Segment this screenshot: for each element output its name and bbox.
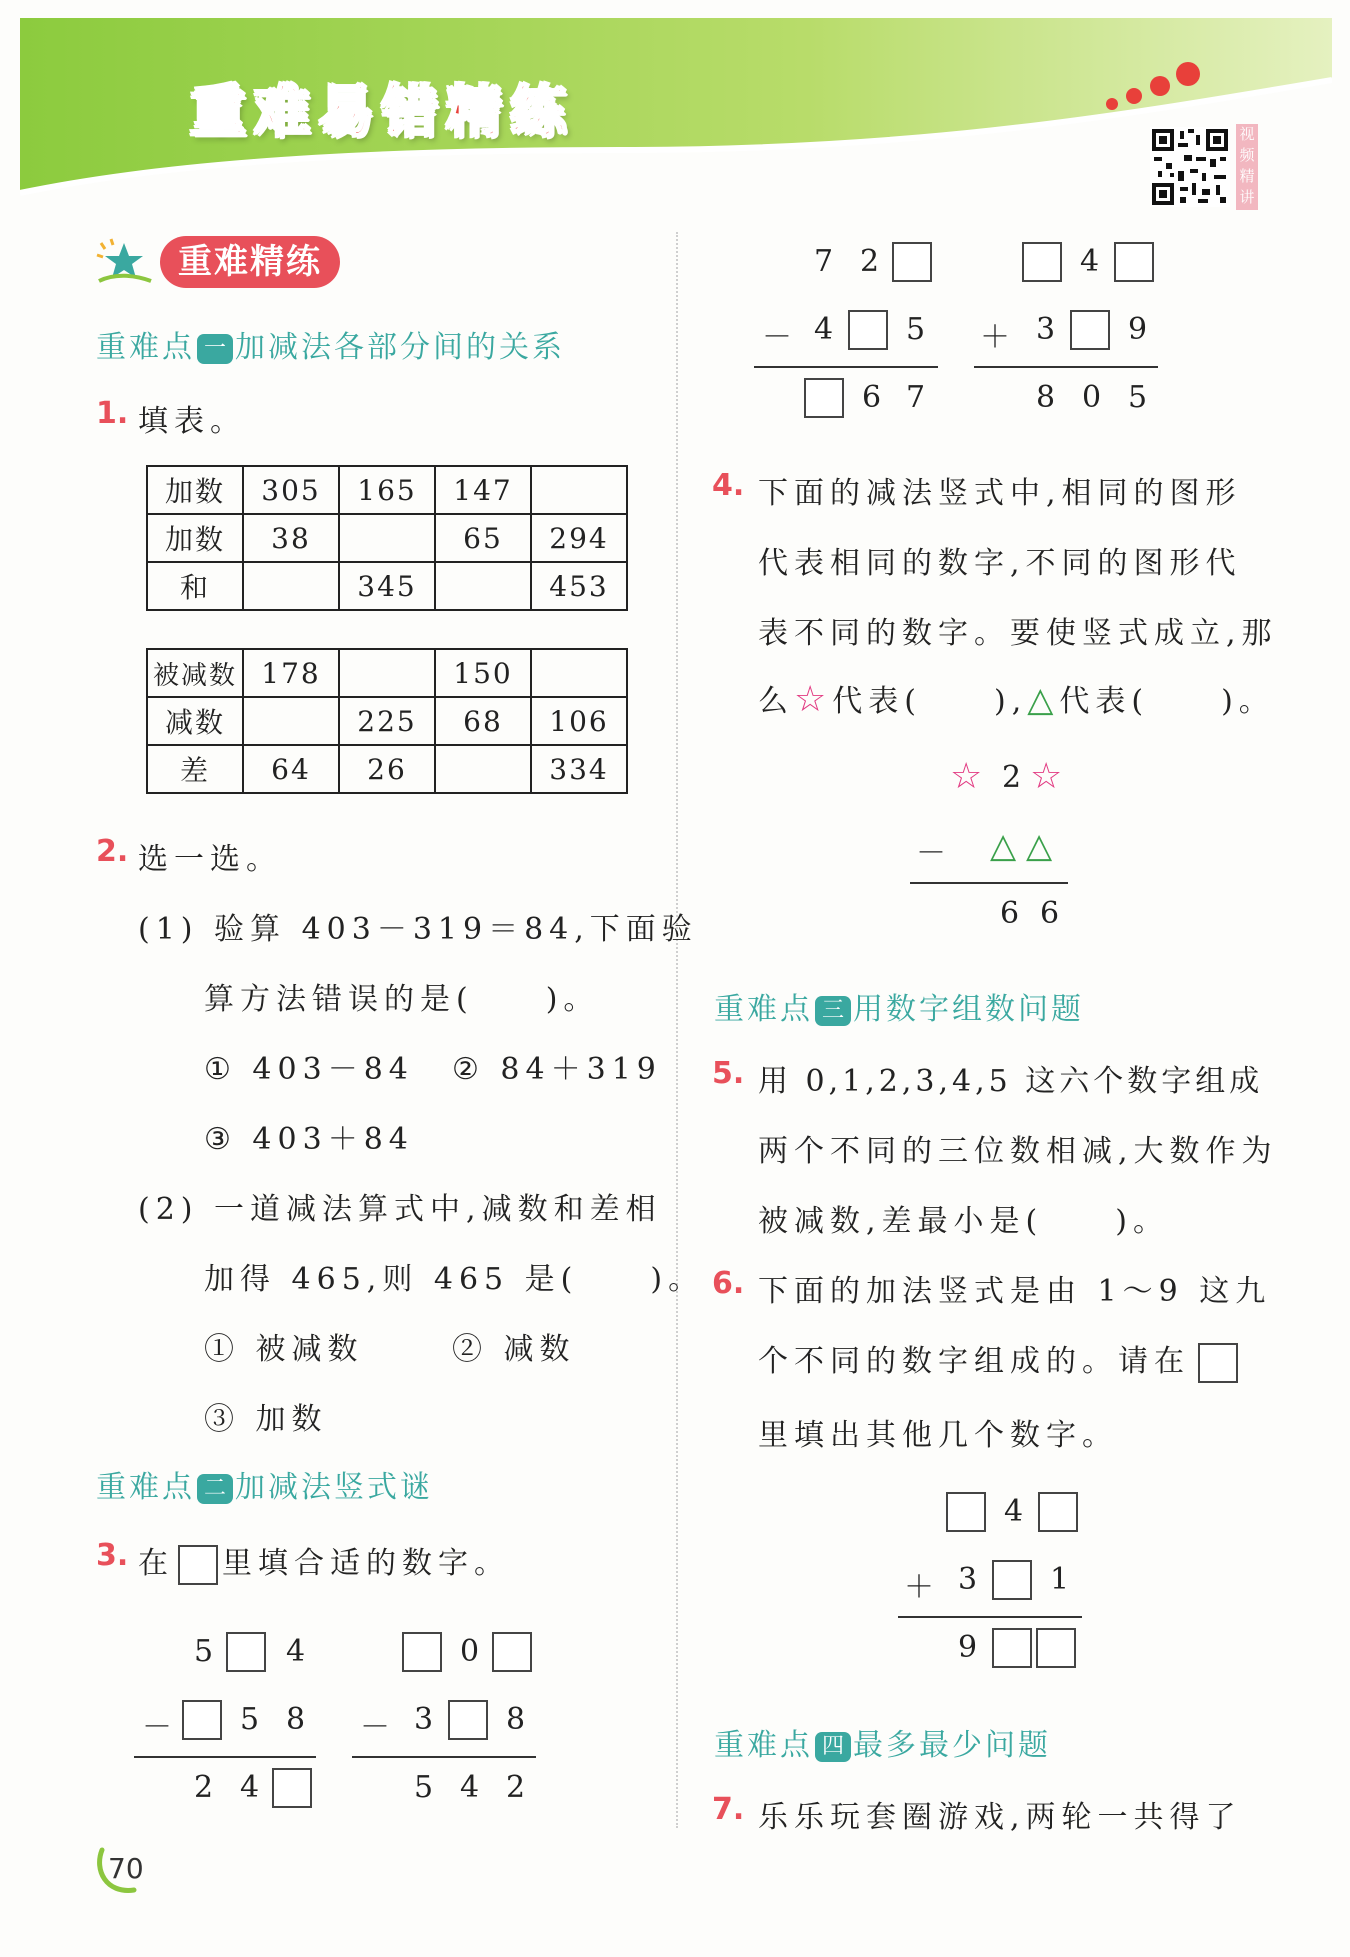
- digit: 4: [1080, 244, 1100, 279]
- q5-line2: 两个不同的三位数相减,大数作为: [758, 1134, 1278, 1169]
- star-icon: ☆: [950, 756, 983, 797]
- question-1-number: 1.: [96, 396, 129, 431]
- q3-text-after: 里填合适的数字。: [222, 1546, 510, 1581]
- answer-box[interactable]: [272, 1768, 312, 1808]
- table-cell: 294: [531, 514, 627, 562]
- table-cell: 38: [243, 514, 339, 562]
- table-cell: 150: [435, 649, 531, 697]
- column-divider: [676, 232, 678, 1828]
- star-icon: ☆: [794, 679, 833, 720]
- blank-answer-cell[interactable]: [243, 697, 339, 745]
- table-cell: 64: [243, 745, 339, 793]
- key-point-1-mark: 一: [197, 334, 233, 364]
- q5-line1: 用 0,1,2,3,4,5 这六个数字组成: [758, 1064, 1264, 1099]
- digit: 2: [1002, 760, 1022, 795]
- answer-box[interactable]: [492, 1632, 532, 1672]
- table-row: [147, 697, 627, 745]
- digit: 4: [286, 1634, 306, 1669]
- digit: 8: [1036, 380, 1056, 415]
- digit: 4: [814, 312, 834, 347]
- answer-box[interactable]: [1114, 242, 1154, 282]
- table-cell: 305: [243, 466, 339, 514]
- key-point-3: 重难点 三 用数字组数问题: [714, 992, 1084, 1027]
- q2-part1-line1: (1) 验算 403－319＝84,下面验: [138, 912, 698, 947]
- blank-answer-cell[interactable]: [243, 562, 339, 610]
- calc-line: [754, 366, 938, 368]
- table-cell: 178: [243, 649, 339, 697]
- digit: 7: [906, 380, 926, 415]
- q2-part1-option-2[interactable]: ② 84＋319: [452, 1052, 662, 1087]
- question-7-number: 7.: [712, 1792, 745, 1827]
- section-title: 重难精练: [160, 236, 340, 288]
- q6-line3: 里填出其他几个数字。: [758, 1418, 1118, 1453]
- triangle-icon: △: [1027, 680, 1060, 720]
- q6-line2-text: 个不同的数字组成的。请在: [758, 1344, 1190, 1379]
- q6-line2: [758, 1336, 1238, 1383]
- plus-sign: ＋: [980, 320, 1010, 355]
- question-3-number: 3.: [96, 1538, 129, 1573]
- blank-answer-cell[interactable]: [531, 466, 627, 514]
- blank-answer-cell[interactable]: [435, 562, 531, 610]
- minus-sign: －: [916, 836, 946, 871]
- digit: 8: [506, 1702, 526, 1737]
- row-header-cell: 被减数: [147, 649, 243, 697]
- answer-box[interactable]: [402, 1632, 442, 1672]
- q2-part2-option-2[interactable]: ② 减数: [452, 1332, 576, 1367]
- answer-box-sample: [178, 1545, 218, 1585]
- digit: 9: [1128, 312, 1148, 347]
- triangle-icon: △: [1026, 826, 1053, 866]
- q2-part2-option-3[interactable]: ③ 加数: [204, 1402, 328, 1437]
- question-2-number: 2.: [96, 834, 129, 869]
- answer-box[interactable]: [892, 242, 932, 282]
- q5-line3: 被减数,差最小是( )。: [758, 1204, 1169, 1239]
- key-point-4: 重难点 四 最多最少问题: [714, 1728, 1051, 1763]
- row-header-cell: 加数: [147, 514, 243, 562]
- q2-part1-option-3[interactable]: ③ 403＋84: [204, 1122, 414, 1157]
- answer-box[interactable]: [992, 1628, 1032, 1668]
- digit: 9: [958, 1630, 978, 1665]
- addition-table: [146, 465, 628, 611]
- question-5-number: 5.: [712, 1056, 745, 1091]
- table-row: [147, 649, 627, 697]
- key-point-1-title: 加减法各部分间的关系: [235, 330, 565, 365]
- answer-box[interactable]: [804, 378, 844, 418]
- calc-line: [910, 882, 1068, 884]
- digit: 6: [1040, 896, 1060, 931]
- digit: 7: [814, 244, 834, 279]
- q4-text-b: 代表( ),: [832, 684, 1028, 719]
- triangle-icon: △: [990, 826, 1017, 866]
- answer-box[interactable]: [848, 310, 888, 350]
- plus-sign: ＋: [904, 1570, 934, 1605]
- digit: 8: [286, 1702, 306, 1737]
- digit: 3: [958, 1562, 978, 1597]
- answer-box[interactable]: [992, 1560, 1032, 1600]
- digit: 0: [460, 1634, 480, 1669]
- answer-box[interactable]: [1070, 310, 1110, 350]
- q2-part2-option-1[interactable]: ① 被减数: [204, 1332, 364, 1367]
- answer-box[interactable]: [226, 1632, 266, 1672]
- q2-part2-line1: (2) 一道减法算式中,减数和差相: [138, 1192, 662, 1227]
- key-point-4-mark: 四: [815, 1732, 851, 1762]
- row-header-cell: 差: [147, 745, 243, 793]
- question-1-text: 填表。: [138, 404, 246, 439]
- key-point-2: 重难点 二 加减法竖式谜: [96, 1470, 433, 1505]
- question-6-number: 6.: [712, 1266, 745, 1301]
- digit: 2: [194, 1770, 214, 1805]
- table-cell: 334: [531, 745, 627, 793]
- row-header-cell: 和: [147, 562, 243, 610]
- q2-part1-line2: 算方法错误的是( )。: [204, 982, 600, 1017]
- q4-line4: [758, 676, 1275, 720]
- digit: 1: [1050, 1562, 1070, 1597]
- minus-sign: －: [360, 1710, 390, 1745]
- table-row: [147, 514, 627, 562]
- minus-sign: －: [142, 1710, 172, 1745]
- digit: 2: [860, 244, 880, 279]
- digit: 5: [194, 1634, 214, 1669]
- answer-box[interactable]: [448, 1700, 488, 1740]
- star-icon: ☆: [1030, 756, 1063, 797]
- page-number: 70: [108, 1852, 144, 1885]
- subtraction-table: [146, 648, 628, 794]
- digit: 5: [906, 312, 926, 347]
- q4-line1: 下面的减法竖式中,相同的图形: [758, 476, 1242, 511]
- calc-line: [974, 366, 1158, 368]
- key-point-2-mark: 二: [197, 1474, 233, 1504]
- question-4-number: 4.: [712, 468, 745, 503]
- key-point-1: 重难点 一 加减法各部分间的关系: [96, 330, 565, 365]
- answer-box-sample: [1198, 1343, 1238, 1383]
- table-cell: 225: [339, 697, 435, 745]
- key-point-2-title: 加减法竖式谜: [235, 1470, 433, 1505]
- table-row: [147, 466, 627, 514]
- digit: 5: [240, 1702, 260, 1737]
- table-cell: 26: [339, 745, 435, 793]
- digit: 5: [414, 1770, 434, 1805]
- q6-line1: 下面的加法竖式是由 1～9 这九: [758, 1274, 1272, 1309]
- q4-text-a: 么: [758, 684, 794, 719]
- blank-answer-cell[interactable]: [339, 649, 435, 697]
- q4-line2: 代表相同的数字,不同的图形代: [758, 546, 1242, 581]
- digit: 4: [1004, 1494, 1024, 1529]
- table-cell: 345: [339, 562, 435, 610]
- table-cell: 147: [435, 466, 531, 514]
- q2-part1-option-1[interactable]: ① 403－84: [204, 1052, 414, 1087]
- blank-answer-cell[interactable]: [339, 514, 435, 562]
- vertical-calc-a: [134, 1630, 324, 1810]
- q3-text-before: 在: [138, 1546, 174, 1581]
- row-header-cell: 减数: [147, 697, 243, 745]
- table-cell: 453: [531, 562, 627, 610]
- blank-answer-cell[interactable]: [531, 649, 627, 697]
- star-icon: [95, 237, 153, 285]
- answer-box[interactable]: [946, 1492, 986, 1532]
- question-3-text: [138, 1538, 510, 1585]
- video-lecture-label: 视频精讲: [1236, 124, 1258, 210]
- table-cell: 106: [531, 697, 627, 745]
- calc-line: [352, 1756, 536, 1758]
- minus-sign: －: [762, 320, 792, 355]
- key-point-3-title: 用数字组数问题: [853, 992, 1084, 1027]
- digit: 0: [1082, 380, 1102, 415]
- digit: 4: [460, 1770, 480, 1805]
- vertical-calc-symbols: [910, 756, 1070, 936]
- digit: 3: [1036, 312, 1056, 347]
- digit: 5: [1128, 380, 1148, 415]
- answer-box[interactable]: [182, 1700, 222, 1740]
- table-row: [147, 745, 627, 793]
- key-point-4-title: 最多最少问题: [853, 1728, 1051, 1763]
- table-cell: 68: [435, 697, 531, 745]
- vertical-calc-e: [898, 1490, 1088, 1670]
- digit: 6: [1000, 896, 1020, 931]
- q7-line1: 乐乐玩套圈游戏,两轮一共得了: [758, 1800, 1242, 1835]
- answer-box[interactable]: [1038, 1492, 1078, 1532]
- question-2-text: 选一选。: [138, 842, 282, 877]
- key-point-3-mark: 三: [815, 996, 851, 1026]
- table-cell: 65: [435, 514, 531, 562]
- table-cell: 165: [339, 466, 435, 514]
- blank-answer-cell[interactable]: [435, 745, 531, 793]
- vertical-calc-c: [754, 240, 944, 420]
- vertical-calc-b: [352, 1630, 542, 1810]
- row-header-cell: 加数: [147, 466, 243, 514]
- table-row: [147, 562, 627, 610]
- q4-text-c: 代表( )。: [1059, 684, 1275, 719]
- vertical-calc-d: [974, 240, 1164, 420]
- digit: 6: [862, 380, 882, 415]
- q4-line3: 表不同的数字。要使竖式成立,那: [758, 616, 1278, 651]
- digit: 3: [414, 1702, 434, 1737]
- answer-box[interactable]: [1022, 242, 1062, 282]
- page-title: 重难易错精练: [190, 80, 574, 145]
- q2-part2-line2: 加得 465,则 465 是( )。: [204, 1262, 705, 1297]
- digit: 4: [240, 1770, 260, 1805]
- calc-line: [898, 1616, 1082, 1618]
- qr-code-icon[interactable]: [1150, 127, 1230, 207]
- calc-line: [134, 1756, 316, 1758]
- digit: 2: [506, 1770, 526, 1805]
- answer-box[interactable]: [1036, 1628, 1076, 1668]
